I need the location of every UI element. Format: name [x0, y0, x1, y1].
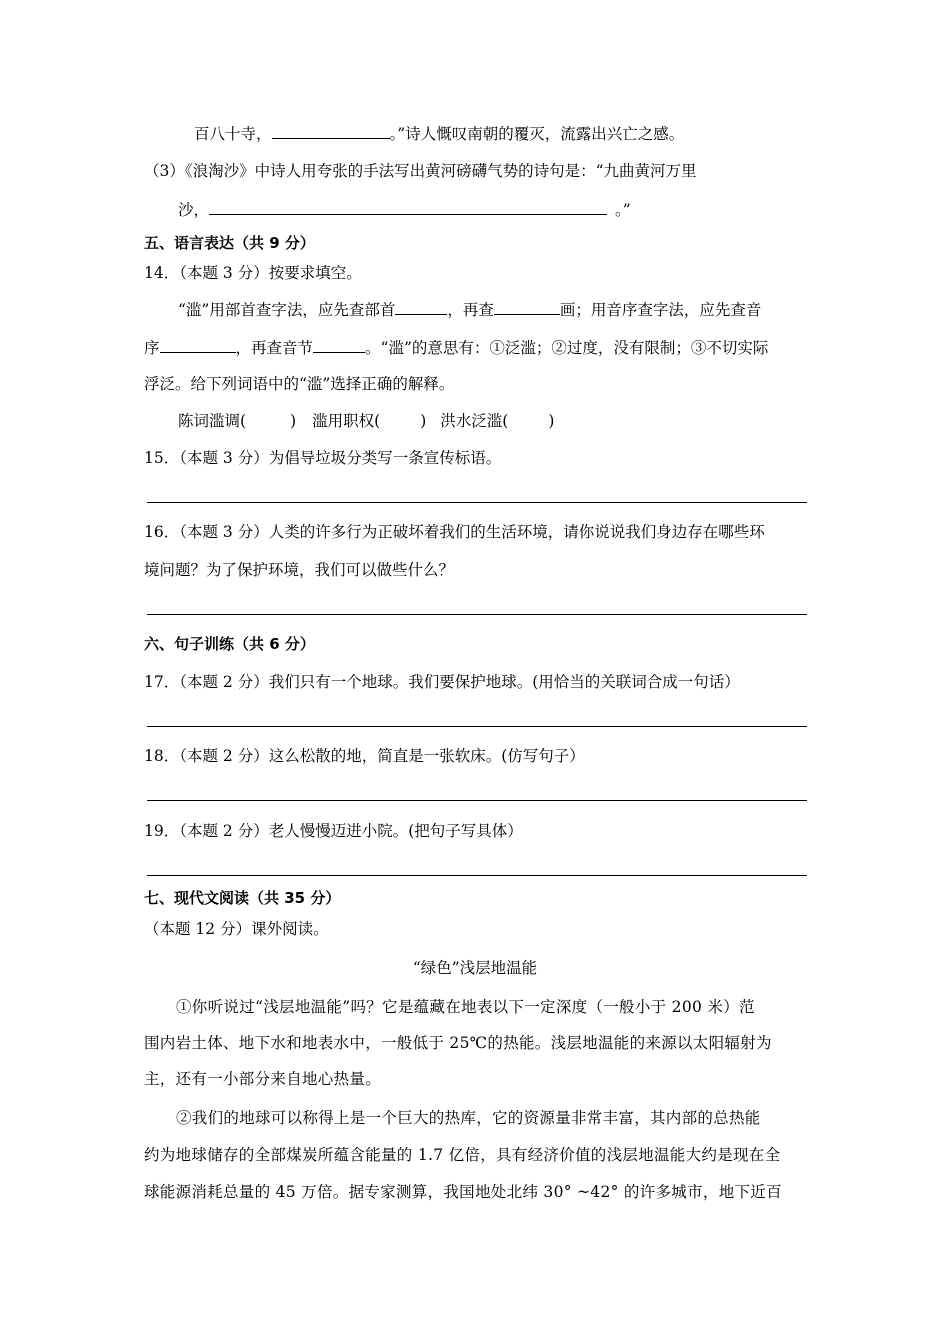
answer-blank[interactable]	[209, 198, 607, 215]
answer-blank[interactable]	[272, 122, 390, 139]
answer-line-17[interactable]	[147, 726, 807, 727]
paragraph-2-line3: 球能源消耗总量的 45 万倍。据专家测算，我国地处北纬 30° ~42° 的许多城市，地下近百	[144, 1183, 782, 1201]
word-item: 滥用职权(	[312, 412, 381, 430]
syllable-blank[interactable]	[313, 336, 365, 353]
question-14-line3: 浮泛。给下列词语中的“滥”选择正确的解释。	[144, 375, 455, 393]
word-item: )	[420, 412, 427, 430]
poem-text: 。”	[615, 201, 631, 219]
question-3-line1: （3）《浪淘沙》中诗人用夸张的手法写出黄河磅礴气势的诗句是：“九曲黄河万里	[144, 162, 697, 180]
radical-blank[interactable]	[395, 298, 447, 315]
paragraph-1-line2: 围内岩土体、地下水和地表水中，一般低于 25℃的热能。浅层地温能的来源以太阳辐射为	[144, 1034, 772, 1052]
article-title: “绿色”浅层地温能	[412, 959, 538, 977]
question-14-line2	[144, 336, 768, 359]
paragraph-1-line3: 主，还有一小部分来自地心热量。	[144, 1070, 382, 1088]
question-14-head: 14．（本题 3 分）按要求填空。	[144, 264, 362, 282]
word-item: 洪水泛滥(	[440, 412, 509, 430]
section-7-header: 七、现代文阅读（共 35 分）	[144, 889, 341, 907]
poem-line-a	[194, 122, 684, 145]
q14-text: “滥”用部首查字法，应先查部首	[178, 301, 396, 319]
word-item: )	[548, 412, 555, 430]
paragraph-2-line2: 约为地球储存的全部煤炭所蕴含能量的 1.7 亿倍，具有经济价值的浅层地温能大约是现在全	[144, 1146, 781, 1164]
poem-text: 。”诗人慨叹南朝的覆灭，流露出兴亡之感。	[389, 125, 685, 143]
question-16-line2: 境问题？为了保护环境，我们可以做些什么？	[144, 561, 455, 579]
q14-text: 。“滥”的意思有：①泛滥；②过度，没有限制；③不切实际	[365, 339, 769, 357]
q14-text: 序	[144, 339, 160, 357]
paragraph-1-line1: ①你听说过“浅层地温能”吗？它是蕴藏在地表以下一定深度（一般小于 200 米）范	[176, 998, 755, 1016]
poem-text: 沙，	[178, 201, 210, 219]
poem-text: 百八十寺，	[194, 125, 272, 143]
question-3-line2	[178, 198, 631, 221]
question-16-line1: 16．（本题 3 分）人类的许多行为正破坏着我们的生活环境，请你说说我们身边存在哪些环	[144, 523, 765, 541]
section-5-header: 五、语言表达（共 9 分）	[144, 234, 315, 252]
stroke-count-blank[interactable]	[494, 298, 560, 315]
answer-line-15[interactable]	[147, 502, 807, 503]
question-14-words	[178, 410, 554, 432]
word-item: 陈词滥调(	[178, 412, 247, 430]
section-6-header: 六、句子训练（共 6 分）	[144, 635, 315, 653]
reading-intro: （本题 12 分）课外阅读。	[144, 920, 329, 938]
answer-line-19[interactable]	[147, 875, 807, 876]
question-18: 18．（本题 2 分）这么松散的地，简直是一张软床。(仿写句子）	[144, 747, 585, 765]
question-19: 19．（本题 2 分）老人慢慢迈进小院。(把句子写具体）	[144, 822, 523, 840]
q14-text: ，再查	[447, 301, 494, 319]
question-17: 17．（本题 2 分）我们只有一个地球。我们要保护地球。(用恰当的关联词合成一句话）	[144, 673, 740, 691]
q14-text: ，再查音节	[235, 339, 314, 357]
initial-blank[interactable]	[160, 336, 236, 353]
answer-line-16[interactable]	[147, 614, 807, 615]
question-15: 15．（本题 3 分）为倡导垃圾分类写一条宣传标语。	[144, 449, 502, 467]
q14-text: 画；用音序查字法，应先查音	[559, 301, 762, 319]
answer-line-18[interactable]	[147, 800, 807, 801]
question-14-line1	[178, 298, 761, 321]
paragraph-2-line1: ②我们的地球可以称得上是一个巨大的热库，它的资源量非常丰富，其内部的总热能	[176, 1109, 761, 1127]
word-item: )	[290, 412, 297, 430]
